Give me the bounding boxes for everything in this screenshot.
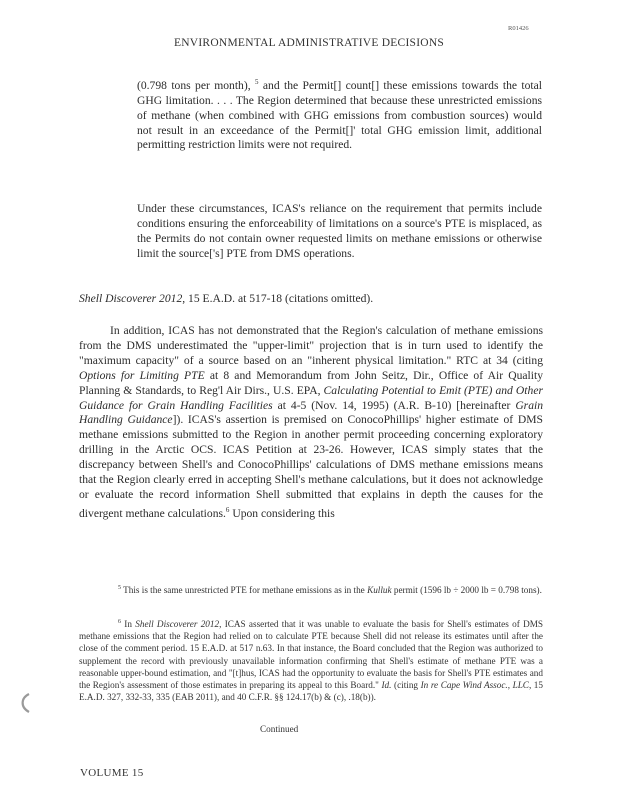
citation-rest: , 15 E.A.D. at 517-18 (citations omitted).	[182, 292, 374, 305]
body-paragraph	[79, 324, 543, 522]
running-header: ENVIRONMENTAL ADMINISTRATIVE DECISIONS	[173, 37, 445, 49]
block-quote-paragraph-1	[137, 75, 542, 153]
quote-p1-rest: and the Permit[] count[] these emissions towards the total GHG limitation. . . . The Region determined that because these unrestricted emissions of methane (when combined with GHG emissions from combustion sources) would not result in an exceedance of the Permit[]' total GHG emission limit, additional permitting restriction limits were not required.	[137, 78, 542, 152]
footnote-5-number: 5	[118, 585, 121, 591]
citation-case-name: Shell Discoverer 2012	[79, 292, 183, 305]
page-code: R01426	[508, 25, 529, 32]
footnote-5-text-b: permit (1596 lb ÷ 2000 lb = 0.798 tons).	[391, 585, 542, 596]
quote-p1-start: (0.798 tons per month),	[137, 78, 255, 92]
footnote-6-text-b: , ICAS asserted that it was unable to evaluate the basis for Shell's estimates of DMS methane emissions that the Region had relied on to calculate PTE because Shell did not release its estimates until after the close of the comment period. 15 E.A.D. at 517 n.63. In that instance, the Board concluded that the Region was authorized to supplement the record with previously unavailable information confirming that Shell's estimate of methane PTE was a reasonable upper-bound estimation, and "[t]hus, ICAS had the opportunity to evaluate the basis for Shell's PTE estimates and the Region's assessment of those estimates in preparing its appeal to this Board."	[79, 619, 543, 691]
body-seg-4: at 4-5 (Nov. 14, 1995) (A.R. B-10) [hereinafter	[272, 398, 516, 412]
body-seg-5: Grain Handling Guidance	[79, 398, 544, 427]
footnote-6-id: Id.	[381, 680, 392, 691]
body-seg-0: In addition, ICAS has not demonstrated that the Region's calculation of methane emissions from the DMS underestimated the "upper-limit" projection that is in turn used to identify the "maximum capacity" of a source based on an "inherent physical limitation." RTC at 34 (citing	[79, 324, 543, 367]
continued-label: Continued	[260, 724, 299, 734]
body-seg-1: Options for Limiting PTE	[79, 368, 205, 382]
footnote-5	[79, 582, 543, 596]
footer-volume: VOLUME 15	[80, 767, 144, 779]
footnote-6-text-a: In	[121, 619, 136, 630]
footnote-6-number: 6	[118, 619, 121, 625]
citation-line	[79, 292, 549, 305]
footnote-6-text-c: (citing	[391, 680, 421, 691]
footnote-5-text-a: This is the same unrestricted PTE for methane emissions as in the	[121, 585, 368, 596]
footnote-6-case: Shell Discoverer 2012	[135, 619, 220, 630]
block-quote-paragraph-2	[137, 202, 542, 262]
body-seg-3: Calculating Potential to Emit (PTE) and Other Guidance for Grain Handling Facilities	[79, 383, 543, 412]
footnote-ref-6: 6	[225, 505, 230, 514]
footnote-ref-5: 5	[255, 78, 259, 86]
scan-margin-mark	[18, 693, 32, 713]
quote-p2: Under these circumstances, ICAS's reliance on the requirement that permits include conditions ensuring the enforceability of limitations on a source's PTE is misplaced, as the Permits do not contain owner requested limits on methane emissions or otherwise limit the source['s] PTE from DMS operations.	[137, 202, 542, 260]
body-seg-6: ]). ICAS's assertion is premised on ConocoPhillips' higher estimate of DMS methane emissions submitted to the Region in another permit proceeding concerning exploratory drilling in the Arctic OCS. ICAS Petition at 23-26. However, ICAS simply states that the discrepancy between Shell's and ConocoPhillips' calculations of DMS methane emissions means that the Region clearly erred in accepting Shell's methane calculations, but it does not acknowledge or evaluate the record information Shell submitted that explains in depth the causes for the divergent methane calculations.	[79, 413, 543, 520]
footnote-6	[79, 616, 543, 703]
footnote-6-text-d: , 15 E.A.D. 327, 332-33, 335 (EAB 2011), and 40 C.F.R. §§ 124.17(b) & (c), .18(b)).	[79, 680, 543, 703]
footnote-6-cape-wind: In re Cape Wind Assoc., LLC	[420, 680, 529, 691]
body-seg-8: Upon considering this	[229, 506, 335, 520]
body-seg-2: at 8 and Memorandum from John Seitz, Dir., Office of Air Quality Planning & Standards, to Reg'l Air Dirs., U.S. EPA,	[79, 368, 543, 397]
footnote-5-kulluk: Kulluk	[367, 585, 392, 596]
